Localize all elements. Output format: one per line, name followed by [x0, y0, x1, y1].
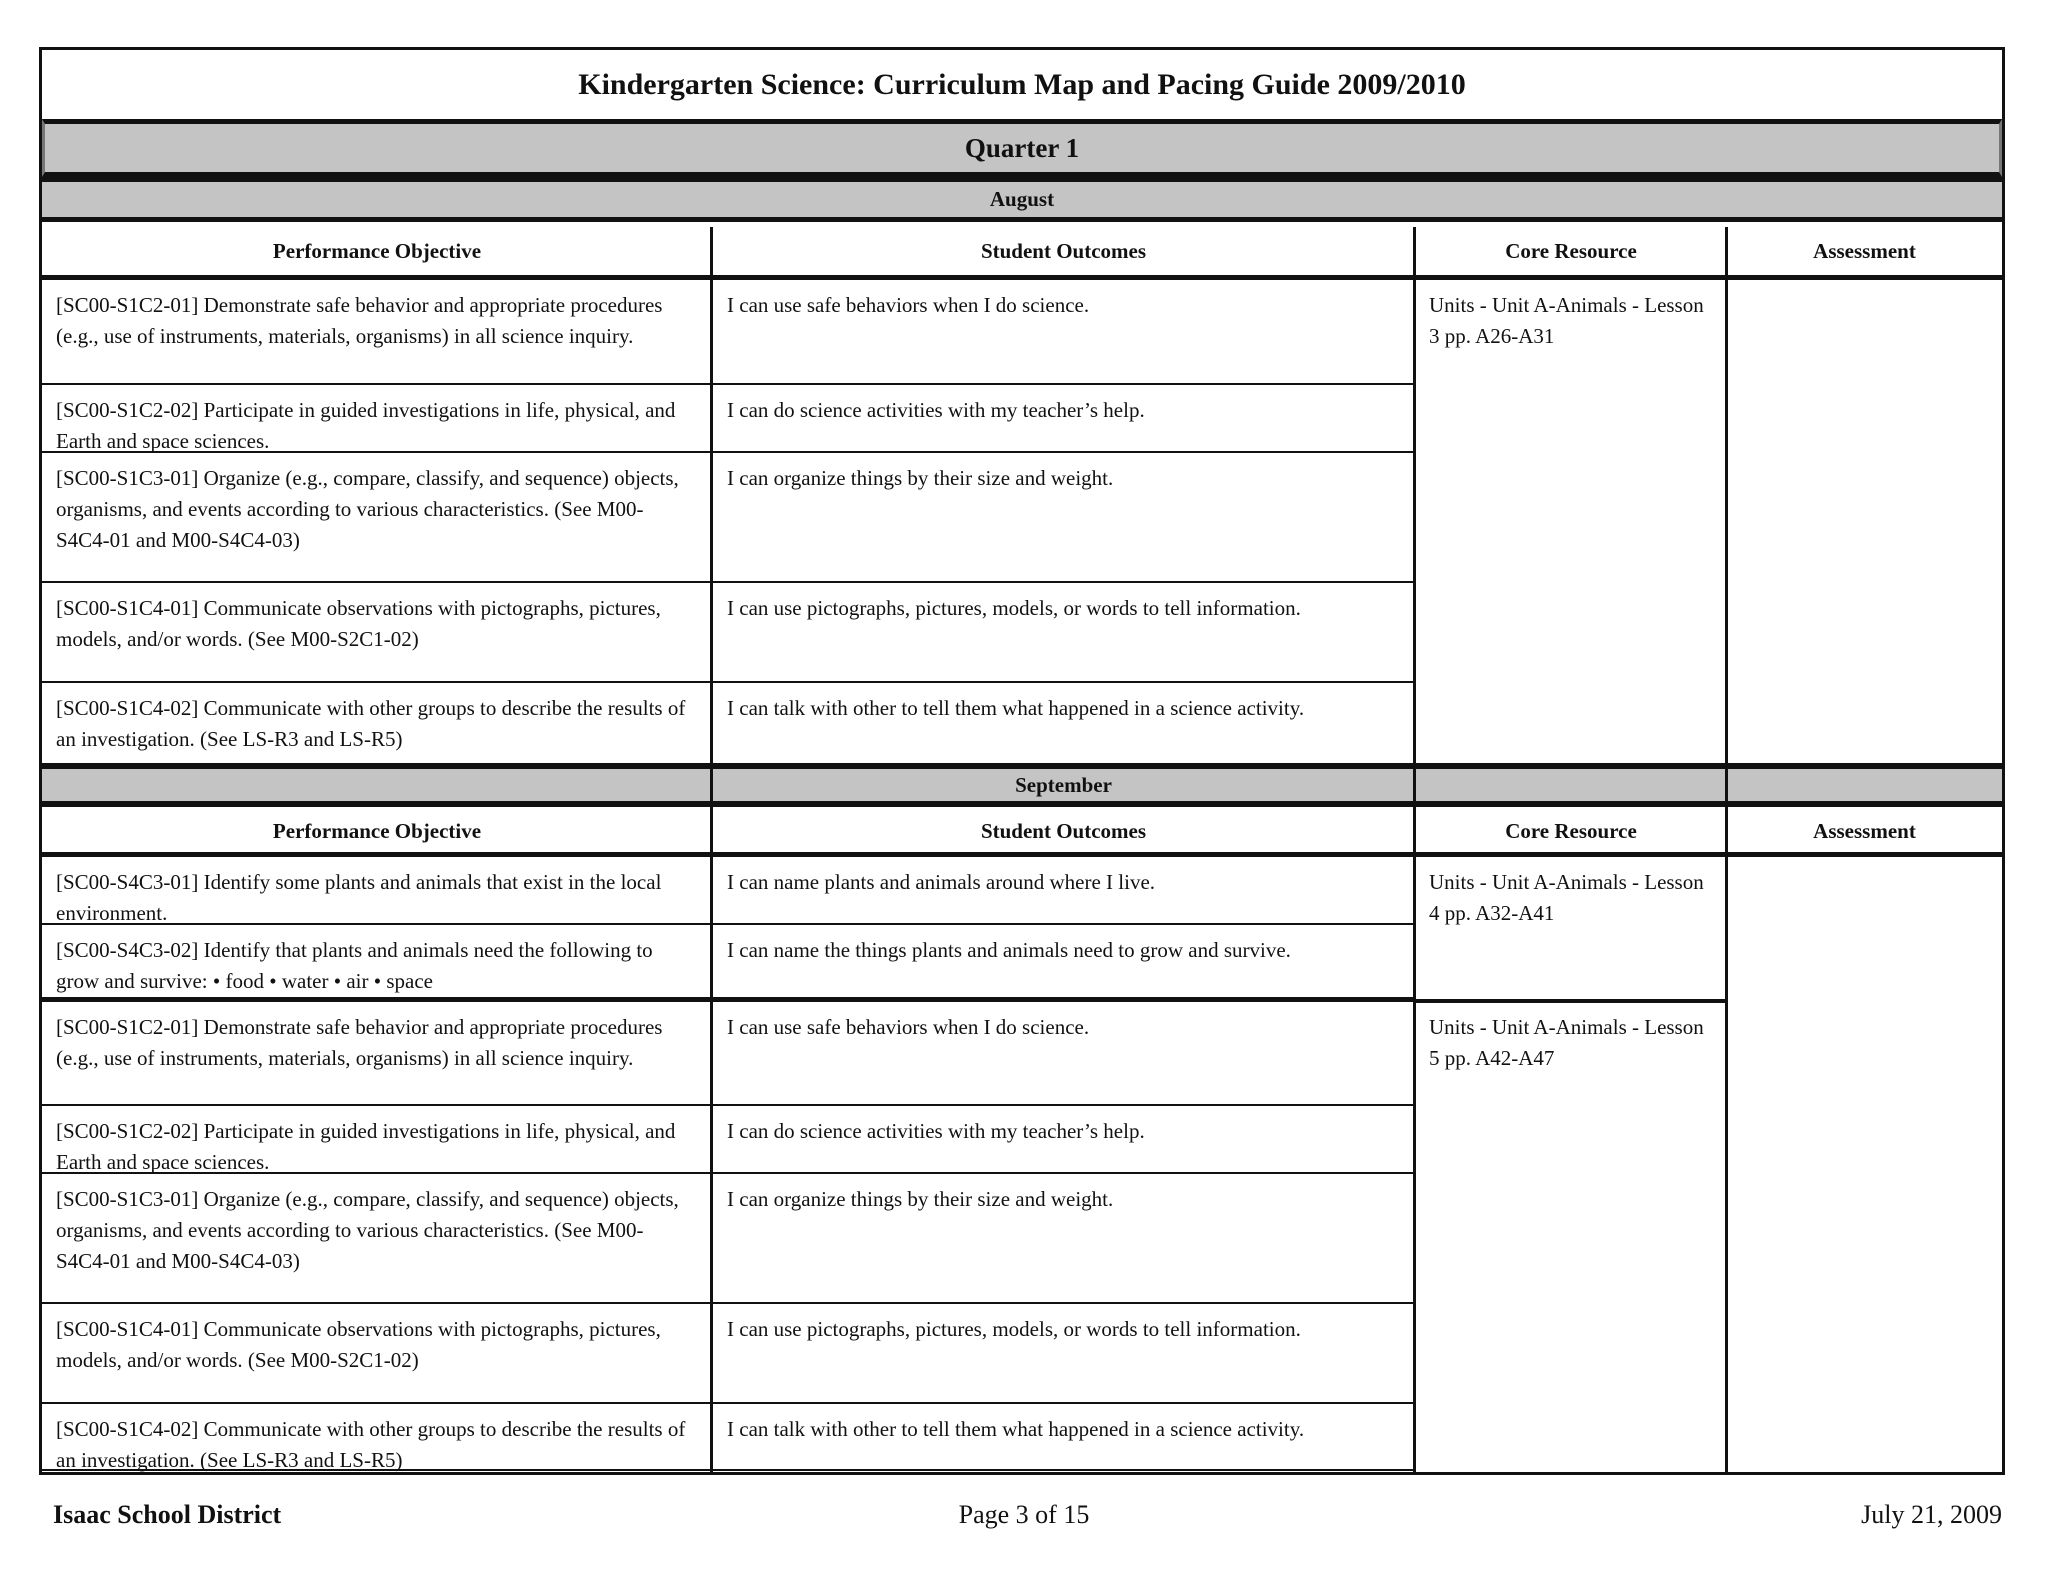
objective-cell: [SC00-S1C2-01] Demonstrate safe behavior and appropriate procedures (e.g., use of instruments, materials, organisms) in all science inquiry.	[56, 293, 663, 348]
row-divider	[42, 451, 1415, 453]
column-header-outcomes: Student Outcomes	[980, 818, 1147, 843]
row-divider	[42, 1172, 1415, 1174]
outcome-cell: I can use pictographs, pictures, models, or words to tell information.	[727, 1317, 1301, 1341]
objective-cell: [SC00-S1C3-01] Organize (e.g., compare, classify, and sequence) objects, organisms, and events according to various characteristics. (See M00-S4C4-01 and M00-S4C4-03)	[56, 466, 679, 552]
column-divider	[710, 763, 713, 807]
outcome-cell: I can use safe behaviors when I do science.	[727, 293, 1090, 317]
footer-page-number: Page 3 of 15	[958, 1500, 1090, 1529]
outcome-cell: I can do science activities with my teacher’s help.	[727, 1119, 1145, 1143]
row-divider	[42, 383, 1415, 385]
month-bar-segment	[1415, 763, 1727, 807]
column-header-objective: Performance Objective	[272, 818, 482, 843]
outcome-cell: I can organize things by their size and weight.	[727, 1187, 1114, 1211]
outcome-cell: I can organize things by their size and weight.	[727, 466, 1114, 490]
month-bar-segment	[42, 763, 712, 807]
outcome-cell: I can talk with other to tell them what happened in a science activity.	[727, 696, 1305, 720]
outcome-cell: I can do science activities with my teacher’s help.	[727, 398, 1145, 422]
row-divider	[42, 581, 1415, 583]
row-divider	[42, 1104, 1415, 1106]
page-title: Kindergarten Science: Curriculum Map and Pacing Guide 2009/2010	[578, 68, 1466, 101]
objective-cell: [SC00-S1C4-01] Communicate observations with pictographs, pictures, models, and/or words. (See M00-S2C1-02)	[56, 596, 661, 651]
footer-district: Isaac School District	[53, 1500, 282, 1529]
objective-cell: [SC00-S4C3-02] Identify that plants and animals need the following to grow and survive: • food • water • air • space	[56, 938, 653, 993]
outcome-cell: I can name the things plants and animals need to grow and survive.	[727, 938, 1291, 962]
outcome-cell: I can use safe behaviors when I do science.	[727, 1015, 1090, 1039]
objective-cell: [SC00-S1C4-02] Communicate with other groups to describe the results of an investigation. (See LS-R3 and LS-R5)	[56, 696, 686, 751]
outcome-cell: I can talk with other to tell them what happened in a science activity.	[727, 1417, 1305, 1441]
column-header-outcomes: Student Outcomes	[980, 238, 1147, 263]
assessment-cell	[1727, 280, 2002, 760]
row-divider	[42, 1402, 1415, 1404]
assessment-cell	[1727, 857, 2002, 1472]
objective-cell: [SC00-S1C2-01] Demonstrate safe behavior and appropriate procedures (e.g., use of instruments, materials, organisms) in all science inquiry.	[56, 1015, 663, 1070]
month-banner-september: September	[712, 763, 1415, 807]
curriculum-table	[39, 47, 2005, 1475]
outcome-cell: I can use pictographs, pictures, models, or words to tell information.	[727, 596, 1301, 620]
footer-date: July 21, 2009	[1861, 1500, 2002, 1529]
core-resource-cell: Units - Unit A-Animals - Lesson 5 pp. A42-A47	[1429, 1015, 1704, 1070]
row-divider	[42, 1302, 1415, 1304]
row-divider	[42, 1469, 1415, 1471]
column-header-objective: Performance Objective	[272, 238, 482, 263]
objective-cell: [SC00-S1C4-01] Communicate observations with pictographs, pictures, models, and/or words. (See M00-S2C1-02)	[56, 1317, 661, 1372]
objective-cell: [SC00-S1C3-01] Organize (e.g., compare, classify, and sequence) objects, organisms, and events according to various characteristics. (See M00-S4C4-01 and M00-S4C4-03)	[56, 1187, 679, 1273]
month-banner-august: August	[42, 177, 2002, 222]
month-bar-segment	[1727, 763, 2002, 807]
column-divider	[1725, 763, 1728, 807]
outcome-cell: I can name plants and animals around where I live.	[727, 870, 1156, 894]
column-header-assessment: Assessment	[1813, 818, 1916, 843]
core-resource-cell: Units - Unit A-Animals - Lesson 3 pp. A26-A31	[1429, 293, 1704, 348]
objective-cell: [SC00-S1C2-02] Participate in guided investigations in life, physical, and Earth and space sciences.	[56, 1119, 676, 1174]
row-divider	[42, 681, 1415, 683]
column-divider	[1413, 763, 1416, 807]
objective-cell: [SC00-S1C4-02] Communicate with other groups to describe the results of an investigation. (See LS-R3 and LS-R5)	[56, 1417, 686, 1472]
quarter-banner: Quarter 1	[42, 119, 2002, 177]
column-header-resource: Core Resource	[1505, 818, 1637, 843]
objective-cell: [SC00-S4C3-01] Identify some plants and animals that exist in the local environment.	[56, 870, 662, 925]
objective-cell: [SC00-S1C2-02] Participate in guided investigations in life, physical, and Earth and space sciences.	[56, 398, 676, 453]
row-divider	[42, 923, 1415, 925]
core-resource-cell: Units - Unit A-Animals - Lesson 4 pp. A32-A41	[1429, 870, 1704, 925]
column-header-assessment: Assessment	[1813, 238, 1916, 263]
column-header-resource: Core Resource	[1505, 238, 1637, 263]
